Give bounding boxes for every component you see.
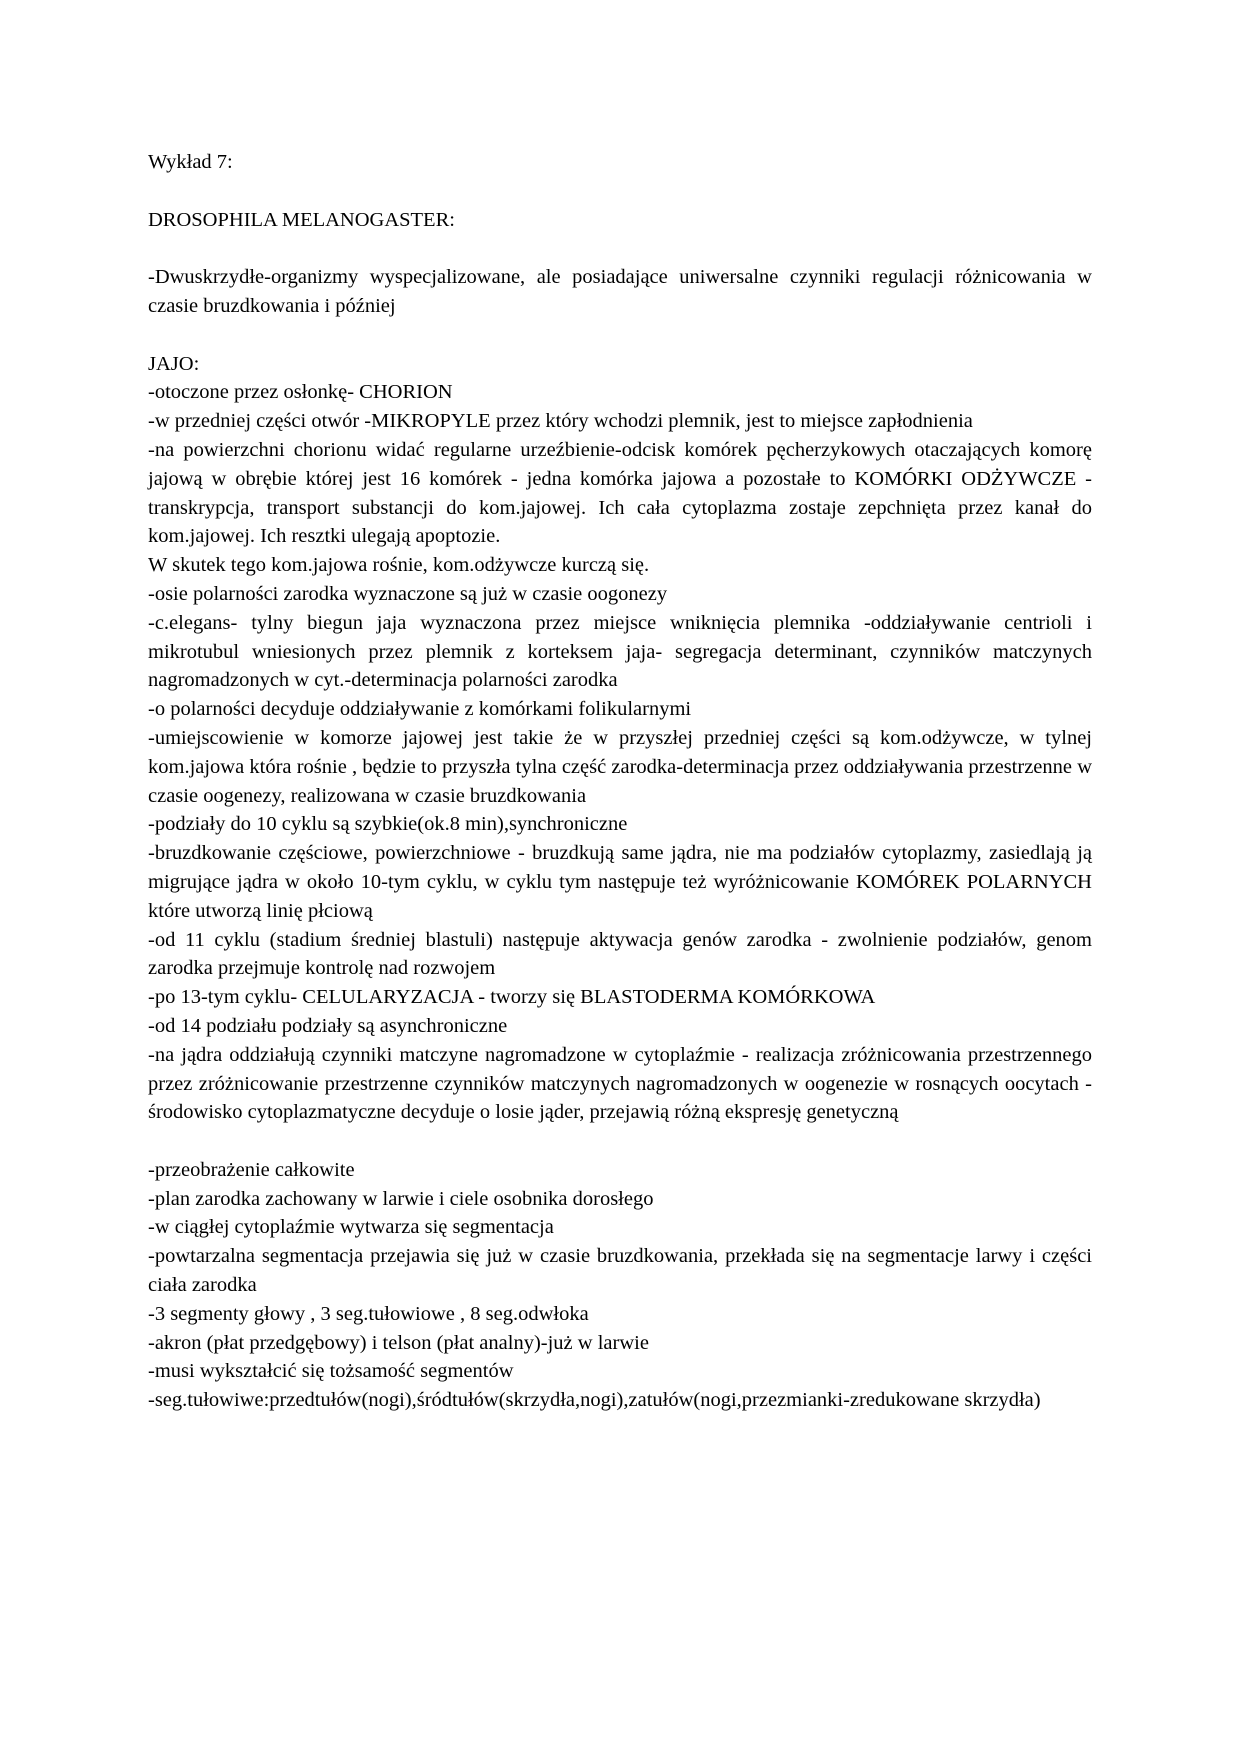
list-item: -osie polarności zarodka wyznaczone są już w czasie oogonezy [148,582,668,605]
section-title: JAJO: [148,352,200,375]
list-item: -musi wykształcić się tożsamość segmentów [148,1360,514,1383]
spacer [148,321,1092,350]
list-item: -na powierzchni chorionu widać regularne urzeźbienie-odcisk komórek pęcherzykowych otaczających komorę jajową w obrębie której jest 16 komórek - jedna komórka jajowa a pozostałe to KOMÓRKI ODŻYWCZE - transkrypcja, transport substancji do kom.jajowej. Ich cała cytoplazma zostaje zepchnięta przez kanał do kom.jajowej. Ich resztki ulegają apoptozie. [148,438,1092,548]
subject-title: DROSOPHILA MELANOGASTER: [148,208,455,231]
document-page [148,148,1092,1415]
list-item: -seg.tułowiwe:przedtułów(nogi),śródtułów(skrzydła,nogi),zatułów(nogi,przezmianki-zredukowane skrzydła) [148,1389,1041,1412]
lecture-heading: Wykład 7: [148,151,233,173]
spacer [148,234,1092,263]
list-item: -c.elegans- tylny biegun jaja wyznaczona przez miejsce wniknięcia plemnika -oddziaływanie centrioli i mikrotubul wniesionych przez plemnik z korteksem jaja- segregacja determinant, czynników matczynych nagromadzonych w cyt.-determinacja polarności zarodka [148,611,1092,692]
list-item: -bruzdkowanie częściowe, powierzchniowe - bruzdkują same jądra, nie ma podziałów cytoplazmy, zasiedlają ją migrujące jądra w około 10-tym cyklu, w cyklu tym następuje też wyróżnicowanie KOMÓREK POLARNYCH które utworzą linię płciową [148,842,1092,922]
list-item: -w ciągłej cytoplaźmie wytwarza się segmentacja [148,1216,554,1239]
list-item: -od 11 cyklu (stadium średniej blastuli) następuje aktywacja genów zarodka - zwolnienie podziałów, genom zarodka przejmuje kontrolę nad rozwojem [148,928,1092,980]
list-item: -po 13-tym cyklu- CELULARYZACJA - tworzy się BLASTODERMA KOMÓRKOWA [148,986,876,1009]
list-item: -plan zarodka zachowany w larwie i ciele osobnika dorosłego [148,1187,654,1210]
list-item: -od 14 podziału podziały są asynchroniczne [148,1014,508,1037]
list-item: -umiejscowienie w komorze jajowej jest takie że w przyszłej przedniej części są kom.odżywcze, w tylnej kom.jajowa która rośnie , będzie to przyszła tylna część zarodka-determinacja przez oddziaływania przestrzenne w czasie oogenezy, realizowana w czasie bruzdkowania [148,726,1092,807]
list-item: -powtarzalna segmentacja przejawia się już w czasie bruzdkowania, przekłada się na segmentacje larwy i części ciała zarodka [148,1245,1092,1297]
list-item: -przeobrażenie całkowite [148,1158,355,1181]
list-item: -3 segmenty głowy , 3 seg.tułowiowe , 8 seg.odwłoka [148,1302,589,1325]
intro-paragraph: -Dwuskrzydłe-organizmy wyspecjalizowane, ale posiadające uniwersalne czynniki regulacji różnicowania w czasie bruzdkowania i później [148,266,1092,317]
list-item: -podziały do 10 cyklu są szybkie(ok.8 min),synchroniczne [148,813,628,836]
spacer [148,177,1092,206]
list-item: -akron (płat przedgębowy) i telson (płat analny)-już w larwie [148,1331,649,1354]
list-item: -na jądra oddziałują czynniki matczyne nagromadzone w cytoplaźmie - realizacja zróżnicowania przestrzennego przez zróżnicowanie przestrzenne czynników matczynych nagromadzonych w oogenezie w rosnących oocytach - środowisko cytoplazmatyczne decyduje o losie jąder, przejawią różną ekspresję genetyczną [148,1043,1092,1124]
list-item: -otoczone przez osłonkę- CHORION [148,381,453,404]
list-item: W skutek tego kom.jajowa rośnie, kom.odżywcze kurczą się. [148,554,650,577]
list-item: -w przedniej części otwór -MIKROPYLE przez który wchodzi plemnik, jest to miejsce zapłodnienia [148,410,973,433]
list-item: -o polarności decyduje oddziaływanie z komórkami folikularnymi [148,698,692,721]
spacer [148,1127,1092,1156]
